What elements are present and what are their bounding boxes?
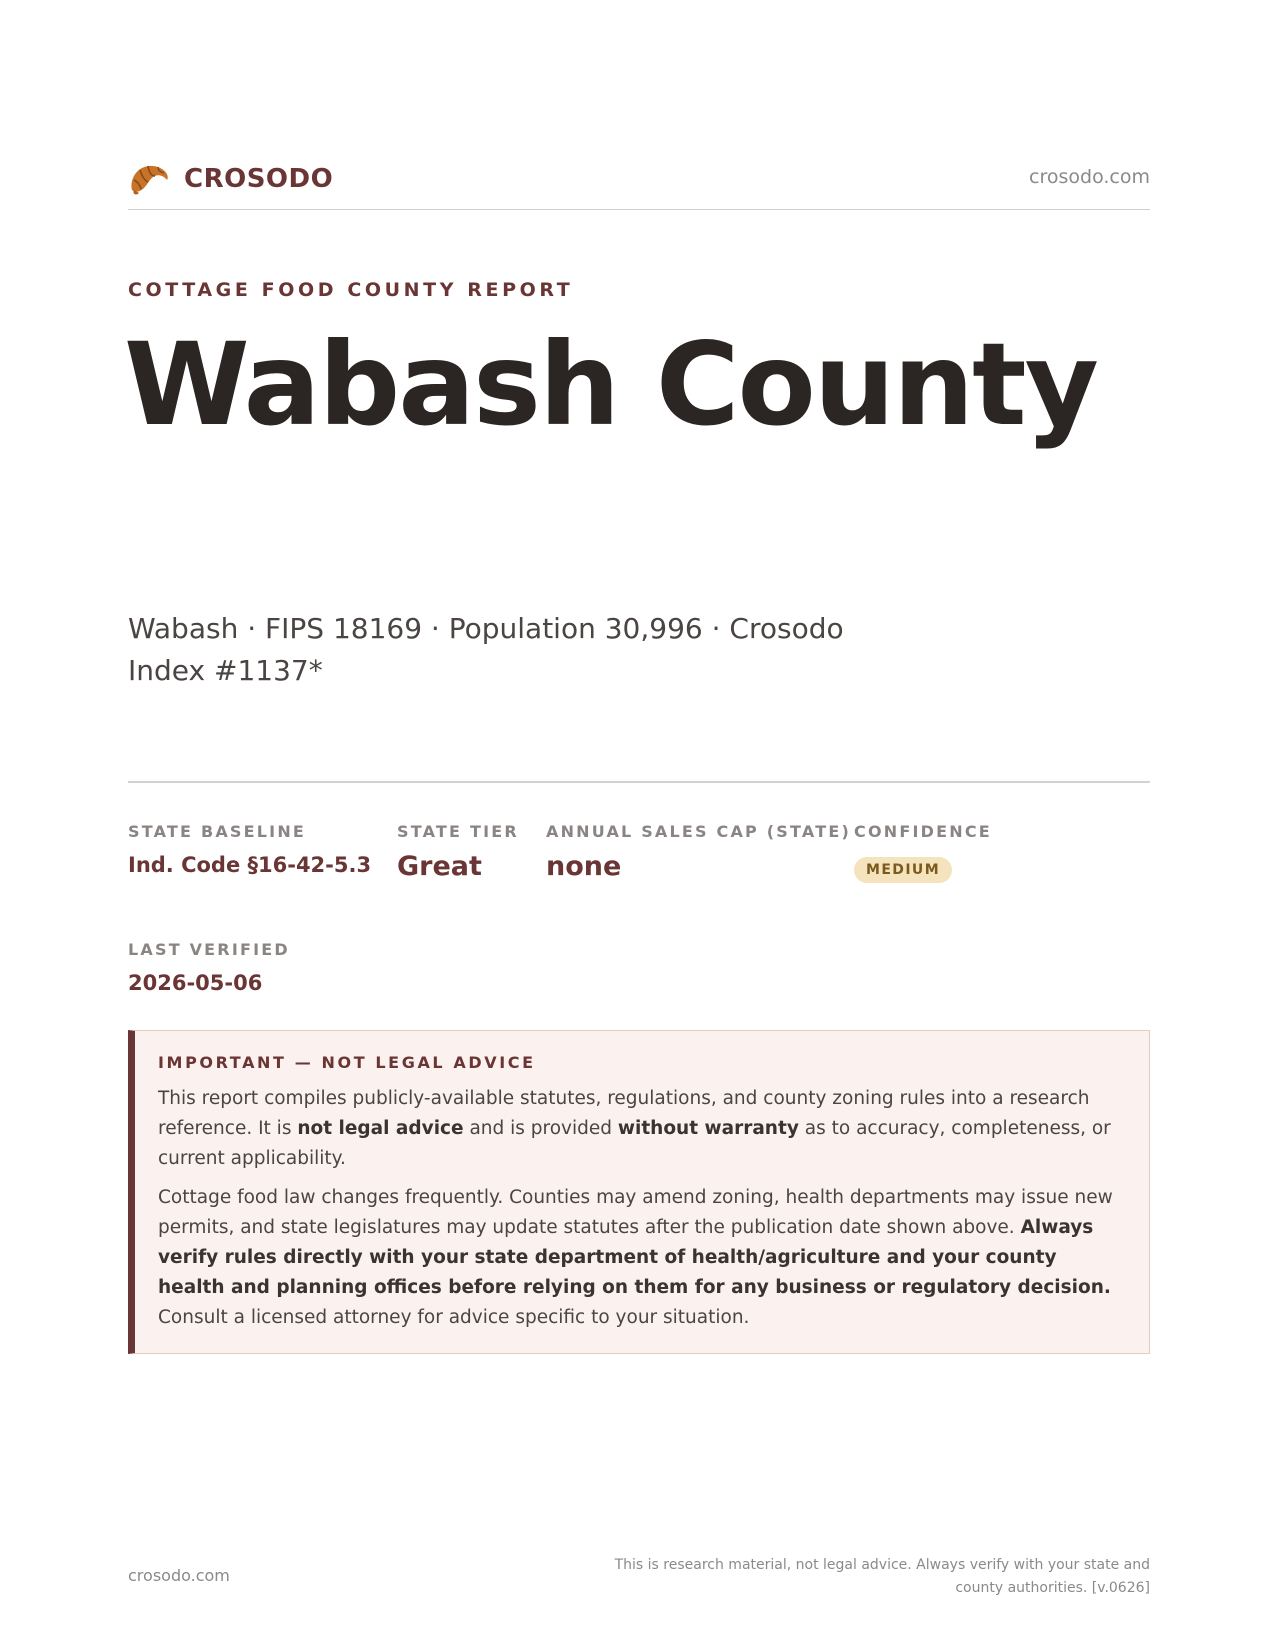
- stat-label: CONFIDENCE: [854, 822, 992, 841]
- stat-value: none: [546, 851, 622, 882]
- notice-text: as to accuracy, completeness, or current applicability.: [158, 1118, 1111, 1169]
- stat-label: STATE TIER: [397, 822, 519, 841]
- report-subtitle: Wabash · FIPS 18169 · Population 30,996 · Crosodo Index #1137*: [128, 612, 844, 687]
- site-link[interactable]: crosodo.com: [1029, 166, 1150, 188]
- stat-value: 2026-05-06: [128, 971, 263, 995]
- brand[interactable]: [128, 160, 333, 198]
- footer-disclaimer: This is research material, not legal advice. Always verify with your state and county authorities. [v.0626]: [614, 1557, 1150, 1596]
- footer-site-link[interactable]: crosodo.com: [128, 1566, 230, 1585]
- stat-value: Ind. Code §16-42-5.3: [128, 853, 372, 877]
- stat-annual-sales-cap: [546, 822, 851, 882]
- notice-title: IMPORTANT — NOT LEGAL ADVICE: [158, 1053, 536, 1072]
- notice-text: and is provided: [463, 1118, 618, 1139]
- section-divider: [128, 781, 1150, 783]
- legal-notice: [128, 1030, 1150, 1354]
- brand-name: CROSODO: [184, 164, 334, 194]
- notice-emphasis: not legal advice: [297, 1118, 464, 1139]
- notice-text: This report compiles publicly-available statutes, regulations, and county zoning rules into a research reference. It is: [158, 1088, 1090, 1139]
- notice-emphasis: without warranty: [617, 1118, 799, 1139]
- stat-state-tier: [397, 822, 519, 882]
- page-header: [128, 160, 1150, 210]
- croissant-icon: [128, 160, 172, 198]
- stat-last-verified: [128, 940, 290, 995]
- stat-label: ANNUAL SALES CAP (STATE): [546, 822, 851, 841]
- stat-state-baseline: [128, 822, 371, 877]
- notice-paragraph-1: [158, 1084, 1123, 1174]
- confidence-badge: MEDIUM: [854, 857, 952, 883]
- stat-label: STATE BASELINE: [128, 822, 307, 841]
- report-eyebrow: COTTAGE FOOD COUNTY REPORT: [128, 279, 574, 301]
- notice-emphasis: Always verify rules directly with your state department of health/agriculture and your county health and planning offices before relying on them for any business or regulatory decision.: [158, 1217, 1111, 1298]
- notice-text: Cottage food law changes frequently. Counties may amend zoning, health departments may issue new permits, and state legislatures may update statutes after the publication date shown above.: [158, 1187, 1113, 1238]
- notice-text: Consult a licensed attorney for advice specific to your situation.: [158, 1307, 750, 1328]
- page-title: Wabash County: [124, 318, 1097, 451]
- stat-confidence: [854, 822, 992, 883]
- stat-value: Great: [397, 851, 482, 882]
- notice-paragraph-2: [158, 1183, 1123, 1333]
- stat-label: LAST VERIFIED: [128, 940, 290, 959]
- report-page: [124, 0, 1150, 1650]
